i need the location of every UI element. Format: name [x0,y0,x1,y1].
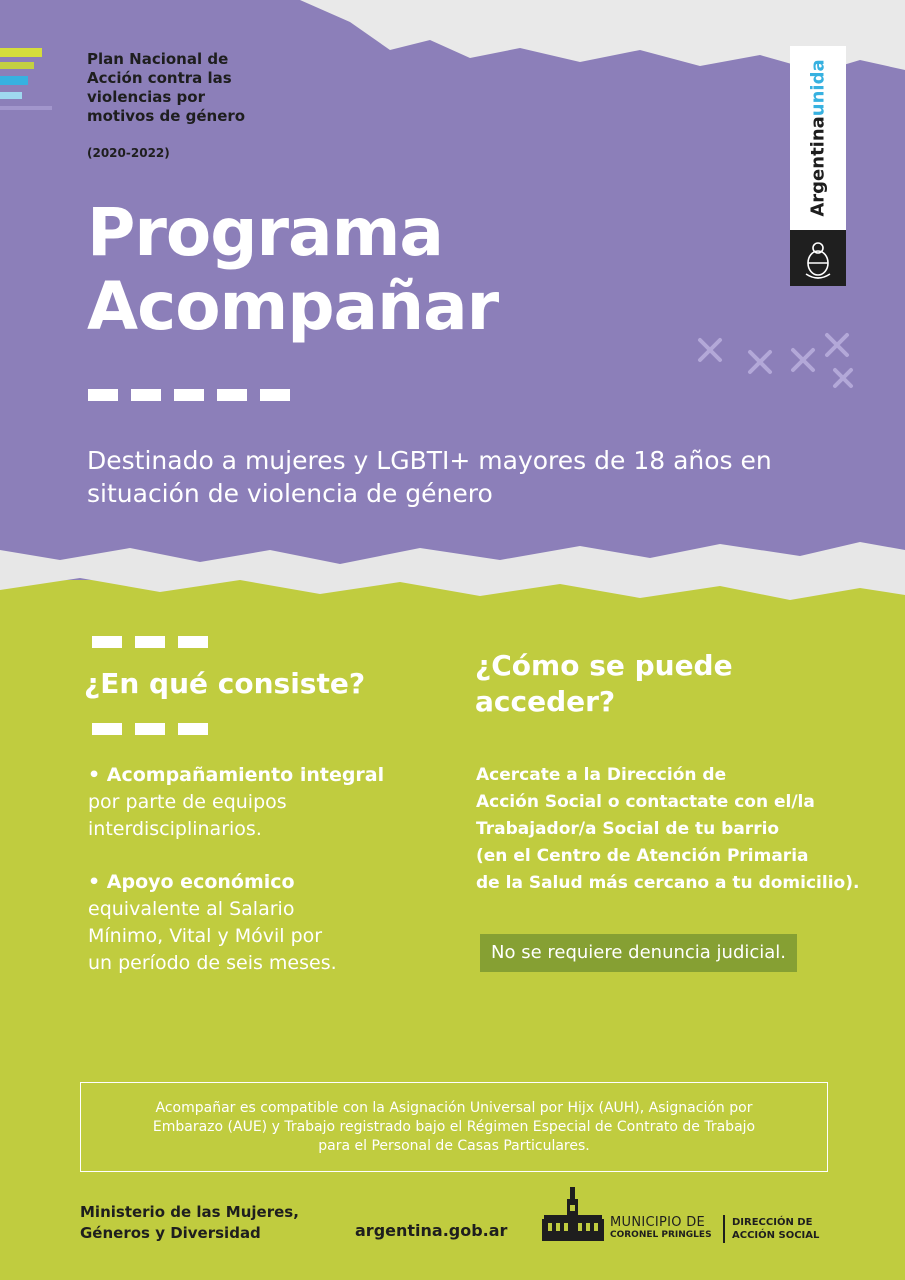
logo-white-block [790,46,846,230]
list-item: • Apoyo económico equivalente al Salario Mínimo, Vital y Móvil por un período de seis meses. [88,871,337,974]
note-line: Acompañar es compatible con la Asignación Universal por Hijx (AUH), Asignación por [155,1100,753,1116]
dashed-divider [92,636,208,648]
list-item-bold: Apoyo económico [106,871,295,893]
section-title-line: acceder? [475,685,616,718]
color-stripes-decoration [0,48,60,118]
municipio-name-line2: CORONEL PRINGLES [610,1230,712,1240]
list-item-line: un período de seis meses. [88,952,337,974]
access-line: Acción Social o contactate con el/la [476,792,815,812]
section-title-consiste: ¿En qué consiste? [84,667,366,700]
dash [131,389,161,401]
access-line: (en el Centro de Atención Primaria [476,846,809,866]
benefits-list [88,762,428,1003]
dashed-divider [88,389,290,401]
torn-paper-middle [0,520,905,610]
plan-title-line: Acción contra las [87,69,232,87]
website-link[interactable]: argentina.gob.ar [355,1221,508,1240]
decorative-crosses [675,330,875,400]
dash [217,389,247,401]
municipio-name-line1: MUNICIPIO DE [610,1215,706,1230]
logo-emblem-block [790,230,846,286]
ministerio-logo-text [80,1202,320,1244]
logo-unida: unida [807,59,829,117]
note-line: Embarazo (AUE) y Trabajo registrado bajo el Régimen Especial de Contrato de Trabajo [152,1119,756,1135]
list-item: • Acompañamiento integral por parte de equipos interdisciplinarios. [88,764,385,840]
dash [92,636,122,648]
list-item-bold: Acompañamiento integral [106,764,385,786]
direccion-line1: DIRECCIÓN DE [732,1217,813,1228]
section-title-line: ¿Cómo se puede [475,649,733,682]
direccion-line2: ACCIÓN SOCIAL [732,1230,820,1241]
logo-text [808,59,829,216]
note-line: para el Personal de Casas Particulares. [318,1138,590,1154]
dash [178,636,208,648]
dash [174,389,204,401]
dash [88,389,118,401]
dashed-divider [92,723,208,735]
list-item-line: equivalente al Salario [88,898,295,920]
subtitle [87,444,817,510]
main-title-line: Programa [87,194,443,271]
plan-title-line: violencias por [87,88,205,106]
plan-title-line: motivos de género [87,107,246,125]
plan-title-line: Plan Nacional de [87,50,229,68]
compatibility-note [80,1082,828,1172]
access-line: Trabajador/a Social de tu barrio [476,819,780,839]
escudo-icon [790,230,846,286]
subtitle-line: situación de violencia de género [87,479,493,508]
section-title-acceder [475,648,733,720]
subtitle-line: Destinado a mujeres y LGBTI+ mayores de 18 años en [87,446,772,475]
dash [92,723,122,735]
municipal-building-icon [540,1185,606,1245]
dash [135,723,165,735]
logo-divider [723,1215,725,1243]
argentina-unida-logo [790,46,846,286]
access-line: de la Salud más cercano a tu domicilio). [476,873,860,893]
main-title-line: Acompañar [87,268,499,345]
access-line: Acercate a la Dirección de [476,765,727,785]
ministerio-line: Ministerio de las Mujeres, [80,1203,299,1221]
plan-years: (2020-2022) [87,146,170,160]
no-denuncia-highlight: No se requiere denuncia judicial. [480,934,797,972]
ministerio-line: Géneros y Diversidad [80,1224,261,1242]
dash [260,389,290,401]
list-item-line: Mínimo, Vital y Móvil por [88,925,323,947]
dash [178,723,208,735]
dash [135,636,165,648]
logo-argentina: Argentina [807,116,829,217]
municipio-logo [540,1185,840,1245]
list-item-line: por parte de equipos [88,791,287,813]
list-item-line: interdisciplinarios. [88,818,262,840]
main-title [87,196,498,344]
plan-nacional-title [87,50,287,126]
access-instructions [476,762,896,897]
